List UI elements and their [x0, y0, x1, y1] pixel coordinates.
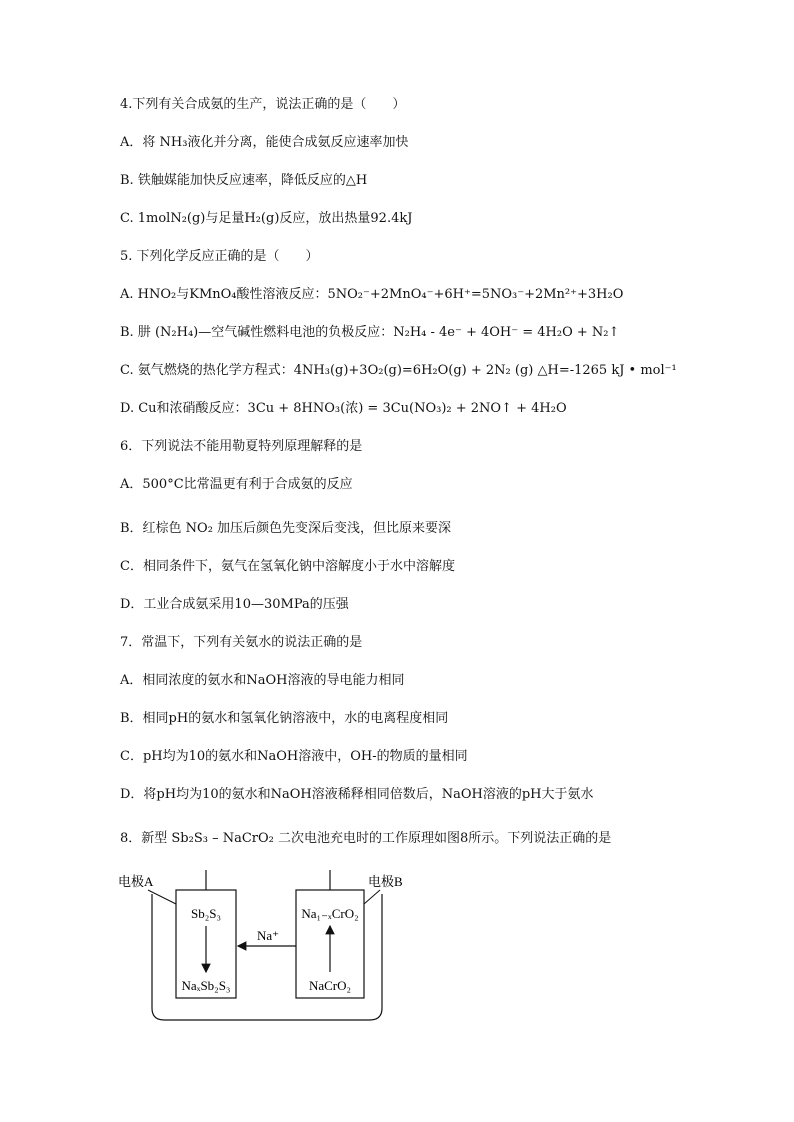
electrode-b-label: 电极B: [368, 874, 403, 889]
right-bottom-species: NaCrO₂: [308, 978, 352, 993]
right-top-species: Na₁₋ₓCrO₂: [301, 906, 359, 921]
q7-option-a: A．相同浓度的氨水和NaOH溶液的导电能力相同: [120, 673, 405, 688]
battery-diagram: [118, 864, 438, 1029]
left-bottom-species: NaₓSb₂S₃: [181, 978, 231, 993]
q5-option-c: C. 氨气燃烧的热化学方程式：4NH₃(g)+3O₂(g)=6H₂O(g) + 2N₂ (g) △H=-1265 kJ • mol⁻¹: [120, 363, 677, 378]
q4-option-c: C. 1molN₂(g)与足量H₂(g)反应，放出热量92.4kJ: [120, 211, 413, 226]
left-top-species: Sb₂S₃: [190, 906, 222, 921]
q5-stem: 5. 下列化学反应正确的是（ ）: [120, 249, 319, 264]
electrode-a-label: 电极A: [118, 874, 154, 889]
q7-option-d: D．将pH均为10的氨水和NaOH溶液稀释相同倍数后，NaOH溶液的pH大于氨水: [120, 787, 594, 802]
q6-option-a: A．500°C比常温更有利于合成氨的反应: [120, 477, 353, 492]
q7-stem: 7．常温下，下列有关氨水的说法正确的是: [120, 635, 363, 650]
q6-option-b: B．红棕色 NO₂ 加压后颜色先变深后变浅，但比原来要深: [120, 521, 452, 536]
q6-option-d: D．工业合成氨采用10—30MPa的压强: [120, 597, 349, 612]
q7-option-b: B．相同pH的氨水和氢氧化钠溶液中，水的电离程度相同: [120, 711, 449, 726]
q5-option-d: D. Cu和浓硝酸反应：3Cu + 8HNO₃(浓) = 3Cu(NO₃)₂ + 2NO↑ + 4H₂O: [120, 401, 567, 416]
q6-stem: 6．下列说法不能用勒夏特列原理解释的是: [120, 439, 363, 454]
q4-stem: 4.下列有关合成氨的生产，说法正确的是（ ）: [120, 97, 406, 112]
ion-label: Na⁺: [256, 928, 280, 943]
q4-option-b: B. 铁触媒能加快反应速率，降低反应的△H: [120, 173, 368, 188]
q6-option-c: C．相同条件下，氨气在氢氧化钠中溶解度小于水中溶解度: [120, 559, 455, 574]
q8-stem: 8．新型 Sb₂S₃ – NaCrO₂ 二次电池充电时的工作原理如图8所示。下列说法正确的是: [120, 831, 612, 846]
q5-option-b: B. 肼 (N₂H₄)—空气碱性燃料电池的负极反应：N₂H₄ - 4e⁻ + 4OH⁻ = 4H₂O + N₂↑: [120, 325, 620, 340]
q5-option-a: A. HNO₂与KMnO₄酸性溶液反应：5NO₂⁻+2MnO₄⁻+6H⁺=5NO₃⁻+2Mn²⁺+3H₂O: [120, 287, 624, 302]
electrode-b-pointer: [364, 890, 380, 904]
q7-option-c: C．pH均为10的氨水和NaOH溶液中，OH-的物质的量相同: [120, 749, 468, 764]
q4-option-a: A．将 NH₃液化并分离，能使合成氨反应速率加快: [120, 135, 409, 150]
